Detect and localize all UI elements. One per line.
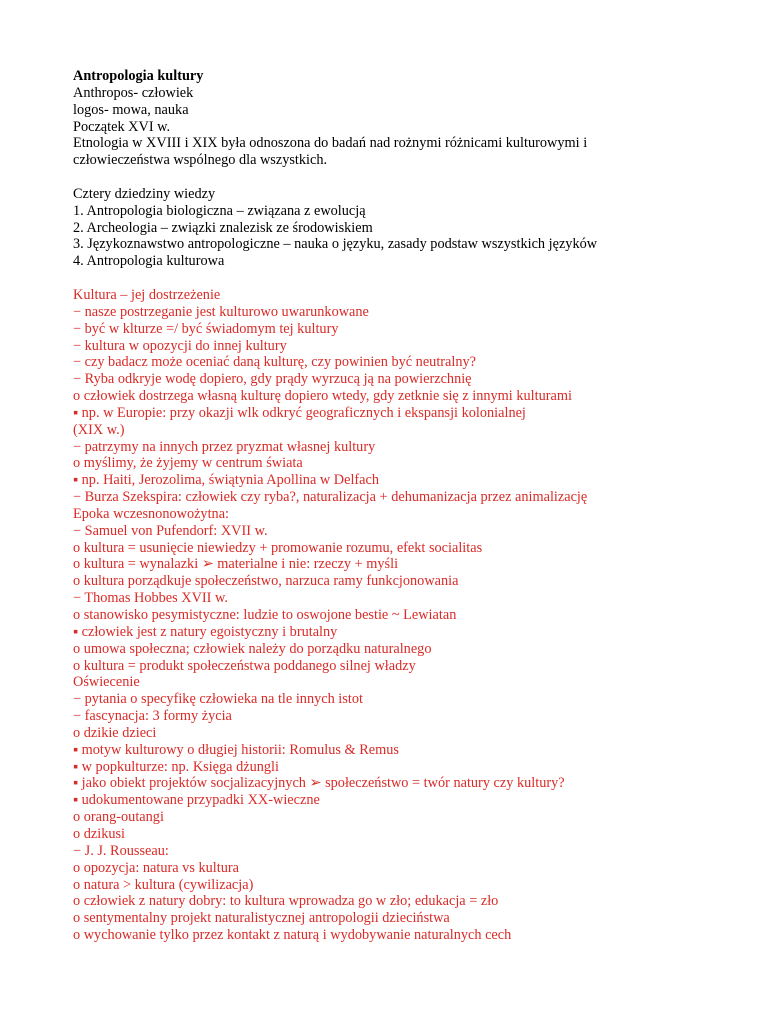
note-line: − Burza Szekspira: człowiek czy ryba?, naturalizacja + dehumanizacja przez animalizację <box>73 489 588 506</box>
note-line: (XIX w.) <box>73 421 125 438</box>
note-line: o człowiek dostrzega własną kulturę dopiero wtedy, gdy zetknie się z innymi kulturami <box>73 388 572 405</box>
domain-item: 2. Archeologia – związki znalezisk ze środowiskiem <box>73 219 373 236</box>
note-line: o sentymentalny projekt naturalistycznej antropologii dzieciństwa <box>73 910 450 927</box>
note-line: ▪ człowiek jest z natury egoistyczny i brutalny <box>73 623 338 640</box>
note-line: o natura > kultura (cywilizacja) <box>73 876 254 893</box>
domain-item: 1. Antropologia biologiczna – związana z ewolucją <box>73 202 366 219</box>
note-line: − kultura w opozycji do innej kultury <box>73 337 287 354</box>
note-line: − Ryba odkryje wodę dopiero, gdy prądy wyrzucą ją na powierzchnię <box>73 371 472 388</box>
document-title: Antropologia kultury <box>73 68 204 84</box>
note-line: o dzikie dzieci <box>73 724 157 741</box>
section-heading: Oświecenie <box>73 674 140 691</box>
section-heading: Epoka wczesnonowożytna: <box>73 505 230 522</box>
intro-line: człowieczeństwa wspólnego dla wszystkich. <box>73 152 328 169</box>
paragraph-spacer <box>73 169 713 186</box>
note-line: o dzikusi <box>73 825 126 842</box>
intro-line: logos- mowa, nauka <box>73 101 189 118</box>
intro-line: Początek XVI w. <box>73 118 171 135</box>
note-line: o stanowisko pesymistyczne: ludzie to oswojone bestie ~ Lewiatan <box>73 607 457 623</box>
note-line: − nasze postrzeganie jest kulturowo uwarunkowane <box>73 303 369 320</box>
note-line: o kultura = produkt społeczeństwa poddanego silnej władzy <box>73 657 416 674</box>
note-line: ▪ motyw kulturowy o długiej historii: Romulus & Remus <box>73 741 399 758</box>
note-line: ▪ np. Haiti, Jerozolima, świątynia Apollina w Delfach <box>73 472 380 489</box>
note-line: − pytania o specyfikę człowieka na tle innych istot <box>73 691 363 708</box>
note-line: o kultura = usunięcie niewiedzy + promowanie rozumu, efekt socialitas <box>73 539 483 556</box>
intro-line: Anthropos- człowiek <box>73 84 194 101</box>
note-line: o wychowanie tylko przez kontakt z naturą i wydobywanie naturalnych cech <box>73 927 512 944</box>
note-line: − fascynacja: 3 formy życia <box>73 708 232 725</box>
note-line: o orang-outangi <box>73 809 164 826</box>
note-line: ▪ w popkulturze: np. Księga dżungli <box>73 758 279 775</box>
note-line: o myślimy, że żyjemy w centrum świata <box>73 455 303 472</box>
domain-item: 4. Antropologia kulturowa <box>73 253 225 270</box>
document-page <box>73 68 713 944</box>
note-line: − patrzymy na innych przez pryzmat własnej kultury <box>73 438 376 455</box>
notes-heading: Kultura – jej dostrzeżenie <box>73 286 221 303</box>
domain-item: 3. Językoznawstwo antropologiczne – nauka o języku, zasady podstaw wszystkich języków <box>73 236 598 253</box>
domains-heading: Cztery dziedziny wiedzy <box>73 185 216 202</box>
note-line: − być w klturze =/ być świadomym tej kultury <box>73 320 339 337</box>
note-line: − J. J. Rousseau: <box>73 842 169 859</box>
note-line: ▪ jako obiekt projektów socjalizacyjnych ➢ społeczeństwo = twór natury czy kultury? <box>73 775 565 792</box>
note-line: − czy badacz może oceniać daną kulturę, czy powinien być neutralny? <box>73 354 477 371</box>
note-line: o człowiek z natury dobry: to kultura wprowadza go w zło; edukacja = zło <box>73 893 499 910</box>
note-line: − Samuel von Pufendorf: XVII w. <box>73 522 268 539</box>
paragraph-spacer <box>73 270 713 287</box>
note-line: o kultura porządkuje społeczeństwo, narzuca ramy funkcjonowania <box>73 573 459 590</box>
note-line: o opozycja: natura vs kultura <box>73 859 239 876</box>
intro-line: Etnologia w XVIII i XIX była odnoszona do badań nad rożnymi różnicami kulturowymi i <box>73 135 588 152</box>
note-line: ▪ udokumentowane przypadki XX-wieczne <box>73 792 320 809</box>
note-line: o umowa społeczna; człowiek należy do porządku naturalnego <box>73 640 432 657</box>
note-line: ▪ np. w Europie: przy okazji wlk odkryć geograficznych i ekspansji kolonialnej <box>73 404 526 421</box>
note-line: o kultura = wynalazki ➢ materialne i nie: rzeczy + myśli <box>73 556 399 573</box>
note-line: − Thomas Hobbes XVII w. <box>73 590 228 607</box>
